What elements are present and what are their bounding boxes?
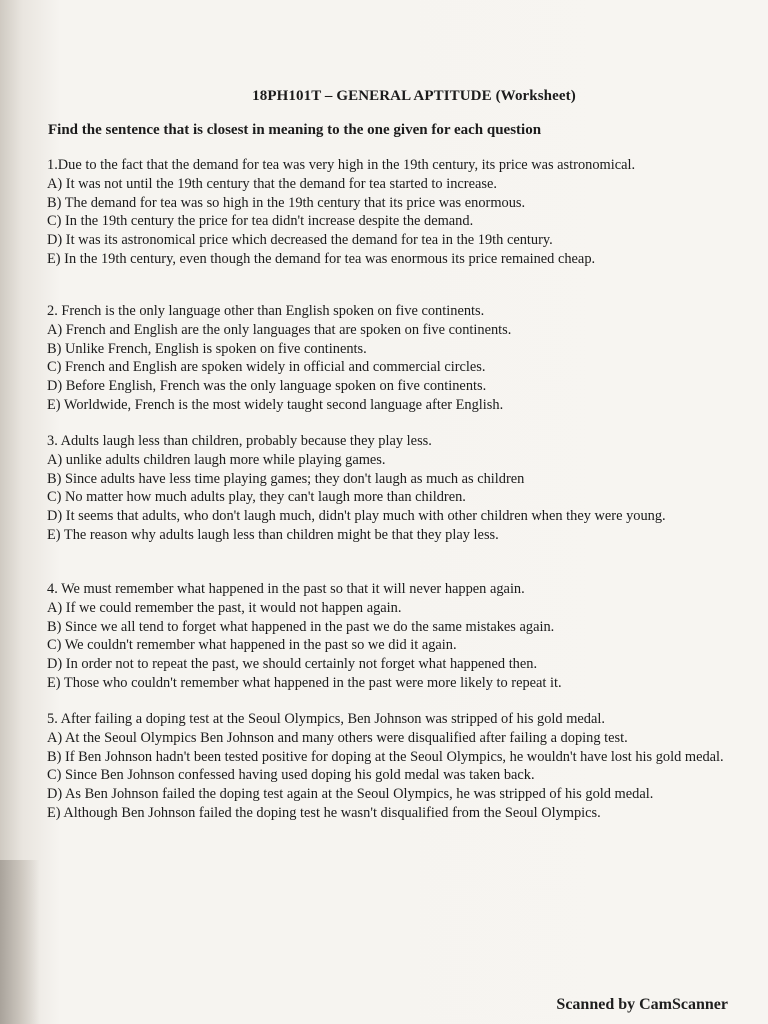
option-d: D) It was its astronomical price which decreased the demand for tea in the 19th century. [47, 232, 553, 249]
option-b: B) If Ben Johnson hadn't been tested positive for doping at the Seoul Olympics, he wouldn't have lost his gold medal. [47, 748, 724, 765]
question-stem: 2. French is the only language other than English spoken on five continents. [47, 303, 485, 319]
option-c: C) We couldn't remember what happened in the past so we did it again. [47, 637, 457, 654]
question-stem: 4. We must remember what happened in the past so that it will never happen again. [47, 581, 525, 597]
option-d: D) Before English, French was the only language spoken on five continents. [47, 378, 487, 395]
option-c: C) French and English are spoken widely in official and commercial circles. [47, 359, 486, 376]
option-c: C) No matter how much adults play, they can't laugh more than children. [47, 489, 466, 506]
question-stem: 3. Adults laugh less than children, probably because they play less. [47, 433, 432, 449]
question-1 [47, 156, 737, 269]
option-a: A) At the Seoul Olympics Ben Johnson and many others were disqualified after failing a doping test. [47, 729, 628, 746]
option-d: D) As Ben Johnson failed the doping test again at the Seoul Olympics, he was stripped of his gold medal. [47, 786, 654, 803]
question-5 [47, 710, 737, 823]
worksheet-title: 18PH101T – GENERAL APTITUDE (Worksheet) [252, 88, 576, 104]
option-b: B) The demand for tea was so high in the 19th century that its price was enormous. [47, 194, 526, 211]
option-c: C) Since Ben Johnson confessed having used doping his gold medal was taken back. [47, 767, 535, 784]
question-3 [47, 432, 737, 545]
option-b: B) Since adults have less time playing games; they don't laugh as much as children [47, 470, 525, 487]
option-b: B) Unlike French, English is spoken on five continents. [47, 340, 367, 357]
option-a: A) French and English are the only languages that are spoken on five continents. [47, 321, 512, 338]
option-b: B) Since we all tend to forget what happened in the past we do the same mistakes again. [47, 618, 555, 635]
option-c: C) In the 19th century the price for tea didn't increase despite the demand. [47, 213, 474, 230]
scanner-watermark: Scanned by CamScanner [556, 996, 728, 1013]
worksheet-instruction: Find the sentence that is closest in meaning to the one given for each question [48, 122, 542, 138]
option-e: E) Worldwide, French is the most widely taught second language after English. [47, 396, 504, 413]
question-stem: 5. After failing a doping test at the Seoul Olympics, Ben Johnson was stripped of his gold medal. [47, 711, 605, 727]
option-a: A) It was not until the 19th century that the demand for tea started to increase. [47, 175, 497, 192]
page-binding-shadow [0, 860, 40, 1024]
option-a: A) If we could remember the past, it would not happen again. [47, 599, 402, 616]
option-e: E) Those who couldn't remember what happened in the past were more likely to repeat it. [47, 674, 562, 691]
option-a: A) unlike adults children laugh more while playing games. [47, 451, 386, 468]
option-e: E) The reason why adults laugh less than children might be that they play less. [47, 526, 499, 543]
question-4 [47, 580, 737, 693]
option-d: D) In order not to repeat the past, we should certainly not forget what happened then. [47, 656, 538, 673]
option-e: E) Although Ben Johnson failed the doping test he wasn't disqualified from the Seoul Olympics. [47, 804, 601, 821]
option-e: E) In the 19th century, even though the demand for tea was enormous its price remained cheap. [47, 250, 596, 267]
question-2 [47, 302, 737, 415]
option-d: D) It seems that adults, who don't laugh much, didn't play much with other children when they were young. [47, 508, 666, 525]
question-stem: 1.Due to the fact that the demand for tea was very high in the 19th century, its price was astronomical. [47, 157, 636, 173]
